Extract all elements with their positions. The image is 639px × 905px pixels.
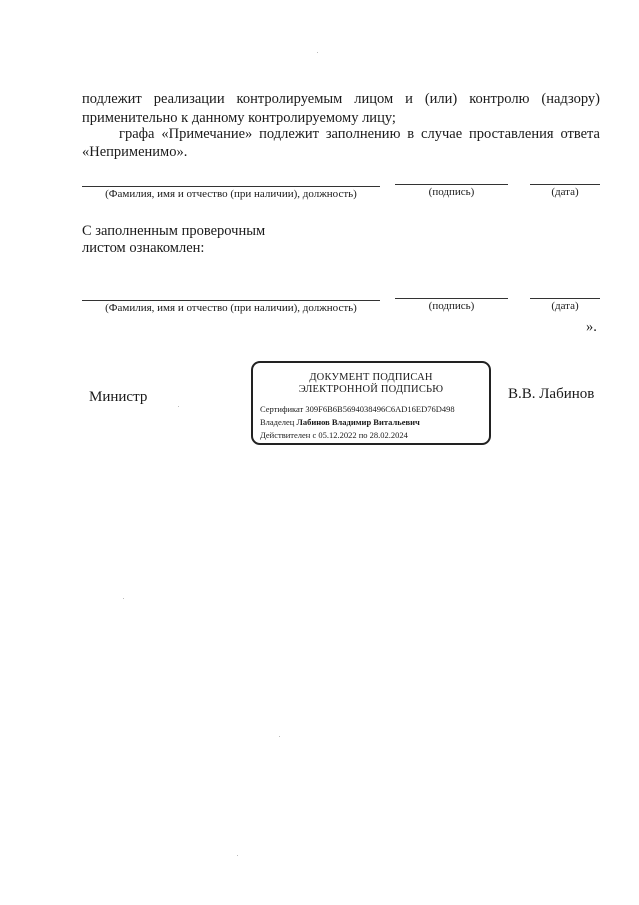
signature-caption-2: (подпись)	[428, 300, 475, 312]
stamp-title-line-1: ДОКУМЕНТ ПОДПИСАН	[309, 372, 433, 383]
signoff-position: Министр	[89, 389, 148, 405]
date-caption-1: (дата)	[551, 186, 579, 198]
scan-speck	[178, 406, 179, 407]
acquaintance-line-2: листом ознакомлен:	[82, 240, 205, 256]
name-line-2	[82, 300, 380, 301]
stamp-certificate	[260, 403, 455, 416]
date-line-2	[530, 298, 600, 299]
name-caption-1: (Фамилия, имя и отчество (при наличии), должность)	[105, 188, 357, 200]
date-line-1	[530, 184, 600, 185]
date-caption-2: (дата)	[551, 300, 579, 312]
signoff-name: В.В. Лабинов	[508, 386, 595, 402]
paragraph-1-line-2: применительно к данному контролируемому лицу;	[82, 110, 396, 126]
e-signature-stamp	[251, 361, 491, 445]
owner-value: Лабинов Владимир Витальевич	[296, 417, 420, 427]
certificate-value: 309F6B6B5694038496C6AD16ED76D498	[305, 404, 455, 414]
signature-line-2	[395, 298, 508, 299]
scan-speck	[237, 855, 238, 856]
stamp-owner	[260, 416, 420, 429]
valid-to-word: по	[358, 430, 368, 440]
closing-quote: ».	[586, 319, 597, 335]
paragraph-2-line-1: графа «Примечание» подлежит заполнению в случае проставления ответа	[119, 126, 600, 142]
valid-from-word: с	[312, 430, 317, 440]
certificate-label: Сертификат	[260, 404, 304, 414]
name-line-1	[82, 186, 380, 187]
signature-line-1	[395, 184, 508, 185]
valid-to: 28.02.2024	[369, 430, 408, 440]
owner-label: Владелец	[260, 417, 295, 427]
scan-speck	[279, 736, 280, 737]
name-caption-2: (Фамилия, имя и отчество (при наличии), должность)	[105, 302, 357, 314]
stamp-title-line-2: ЭЛЕКТРОННОЙ ПОДПИСЬЮ	[298, 384, 444, 395]
valid-from: 05.12.2022	[318, 430, 357, 440]
acquaintance-line-1: С заполненным проверочным	[82, 223, 266, 239]
valid-label: Действителен	[260, 430, 311, 440]
signature-caption-1: (подпись)	[428, 186, 475, 198]
scan-speck	[317, 52, 318, 53]
scan-speck	[123, 598, 124, 599]
paragraph-1-line-1: подлежит реализации контролируемым лицом и (или) контролю (надзору)	[82, 91, 600, 107]
stamp-validity	[260, 429, 408, 442]
paragraph-2-line-2: «Неприменимо».	[82, 144, 188, 160]
